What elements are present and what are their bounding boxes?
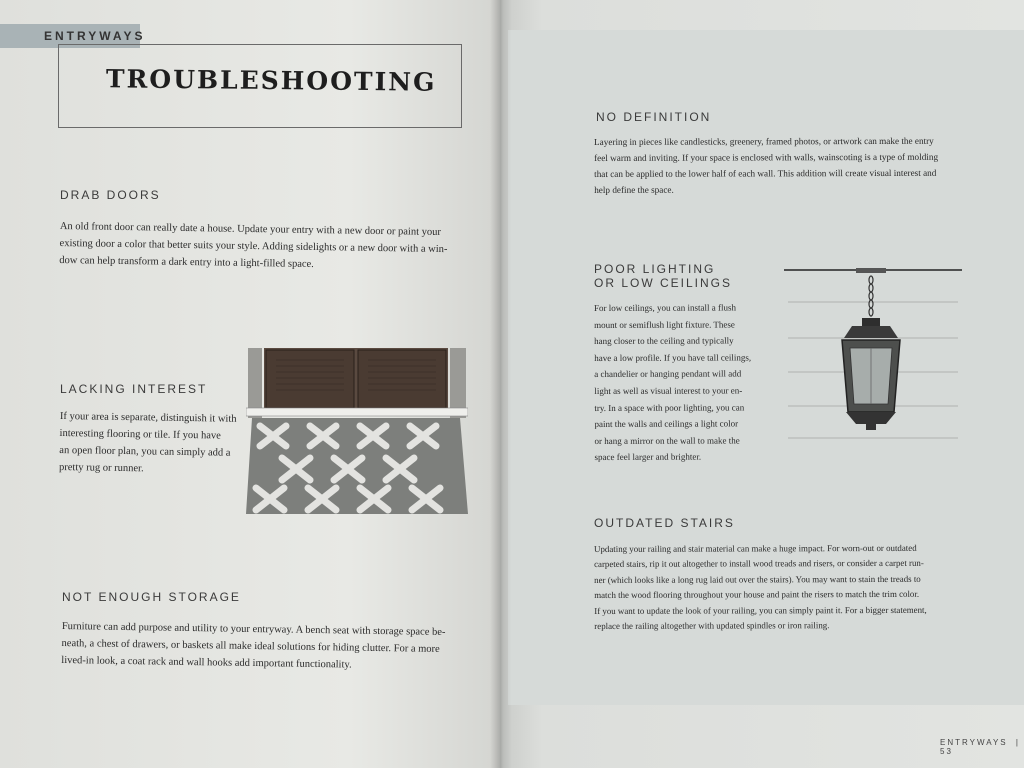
text-line: carpeted stairs, rip it out altogether to install wood treads and risers, or consider a carpet run- bbox=[594, 558, 924, 570]
lacking-interest-text bbox=[59, 408, 250, 479]
text-line: light as well as visual interest to your en- bbox=[594, 385, 743, 396]
text-line: that can be applied to the lower half of each wall. This addition will create visual interest and bbox=[594, 167, 937, 179]
text-line: hang closer to the ceiling and typically bbox=[594, 335, 734, 347]
outdated-stairs-heading: OUTDATED STAIRS bbox=[594, 516, 735, 530]
text-line: If you want to update the look of your railing, you can simply paint it. For a bigger statement, bbox=[594, 604, 927, 616]
text-line: Furniture can add purpose and utility to your entryway. A bench seat with storage space be- bbox=[61, 620, 446, 639]
pendant-lantern-illustration-icon bbox=[782, 262, 964, 448]
text-line: existing door a color that better suits your style. Adding sidelights or a new door with a win- bbox=[59, 237, 448, 256]
outdated-stairs-text bbox=[594, 541, 994, 635]
heading-line: POOR LIGHTING bbox=[594, 262, 716, 276]
section-tag: ENTRYWAYS bbox=[0, 24, 140, 48]
right-page bbox=[500, 0, 1024, 768]
text-line: help define the space. bbox=[594, 184, 674, 195]
footer-separator: | bbox=[1015, 738, 1020, 747]
text-line: or hang a mirror on the wall to make the bbox=[594, 435, 740, 446]
text-line: dow can help transform a dark entry into a light-filled space. bbox=[59, 254, 314, 270]
door-floor-illustration-icon bbox=[246, 346, 468, 516]
text-line: match the wood flooring throughout your house and paint the risers to match the trim color. bbox=[594, 589, 920, 601]
text-line: replace the railing altogether with updated spindles or iron railing. bbox=[594, 620, 830, 632]
book-gutter bbox=[490, 0, 512, 768]
text-line: mount or semiflush light fixture. These bbox=[594, 319, 735, 330]
not-enough-storage-heading: NOT ENOUGH STORAGE bbox=[62, 590, 241, 604]
not-enough-storage-text bbox=[61, 618, 472, 675]
page-footer bbox=[940, 738, 1024, 756]
text-line: paint the walls and ceilings a light color bbox=[594, 418, 739, 430]
heading-line: OR LOW CEILINGS bbox=[594, 276, 733, 290]
text-line: Updating your railing and stair material can make a huge impact. For worn-out or outdated bbox=[594, 542, 917, 554]
text-line: An old front door can really date a house. Update your entry with a new door or paint your bbox=[59, 220, 442, 238]
page-title: TROUBLESHOOTING bbox=[105, 64, 437, 97]
poor-lighting-text bbox=[594, 299, 795, 466]
lacking-interest-heading: LACKING INTEREST bbox=[60, 382, 208, 396]
text-line: Layering in pieces like candlesticks, greenery, framed photos, or artwork can make the entry bbox=[594, 135, 934, 147]
footer-section: ENTRYWAYS bbox=[940, 738, 1008, 747]
text-line: lived-in look, a coat rack and wall hooks add important functionality. bbox=[61, 654, 352, 671]
drab-doors-heading: DRAB DOORS bbox=[60, 188, 161, 202]
text-line: pretty rug or runner. bbox=[58, 461, 144, 475]
text-line: a chandelier or hanging pendant will add bbox=[594, 368, 742, 380]
drab-doors-text bbox=[59, 218, 480, 276]
text-line: space feel larger and brighter. bbox=[594, 451, 702, 463]
text-line: have a low profile. If you have tall ceilings, bbox=[594, 352, 752, 363]
text-line: an open floor plan, you can simply add a bbox=[59, 444, 231, 459]
text-line: neath, a chest of drawers, or baskets all make ideal solutions for hiding clutter. For a more bbox=[61, 637, 440, 655]
left-page bbox=[0, 0, 500, 768]
no-definition-text bbox=[594, 133, 974, 198]
text-line: interesting flooring or tile. If you have bbox=[59, 427, 221, 442]
text-line: ner (which looks like a long rug laid out over the stairs). You may want to stain the treads to bbox=[594, 573, 921, 585]
text-line: For low ceilings, you can install a flush bbox=[594, 302, 737, 313]
text-line: try. In a space with poor lighting, you can bbox=[594, 402, 745, 413]
poor-lighting-heading bbox=[594, 262, 732, 290]
page-number: 53 bbox=[940, 747, 953, 756]
no-definition-heading: NO DEFINITION bbox=[596, 110, 712, 124]
text-line: feel warm and inviting. If your space is enclosed with walls, wainscoting is a type of molding bbox=[594, 151, 939, 163]
text-line: If your area is separate, distinguish it with bbox=[59, 410, 237, 425]
